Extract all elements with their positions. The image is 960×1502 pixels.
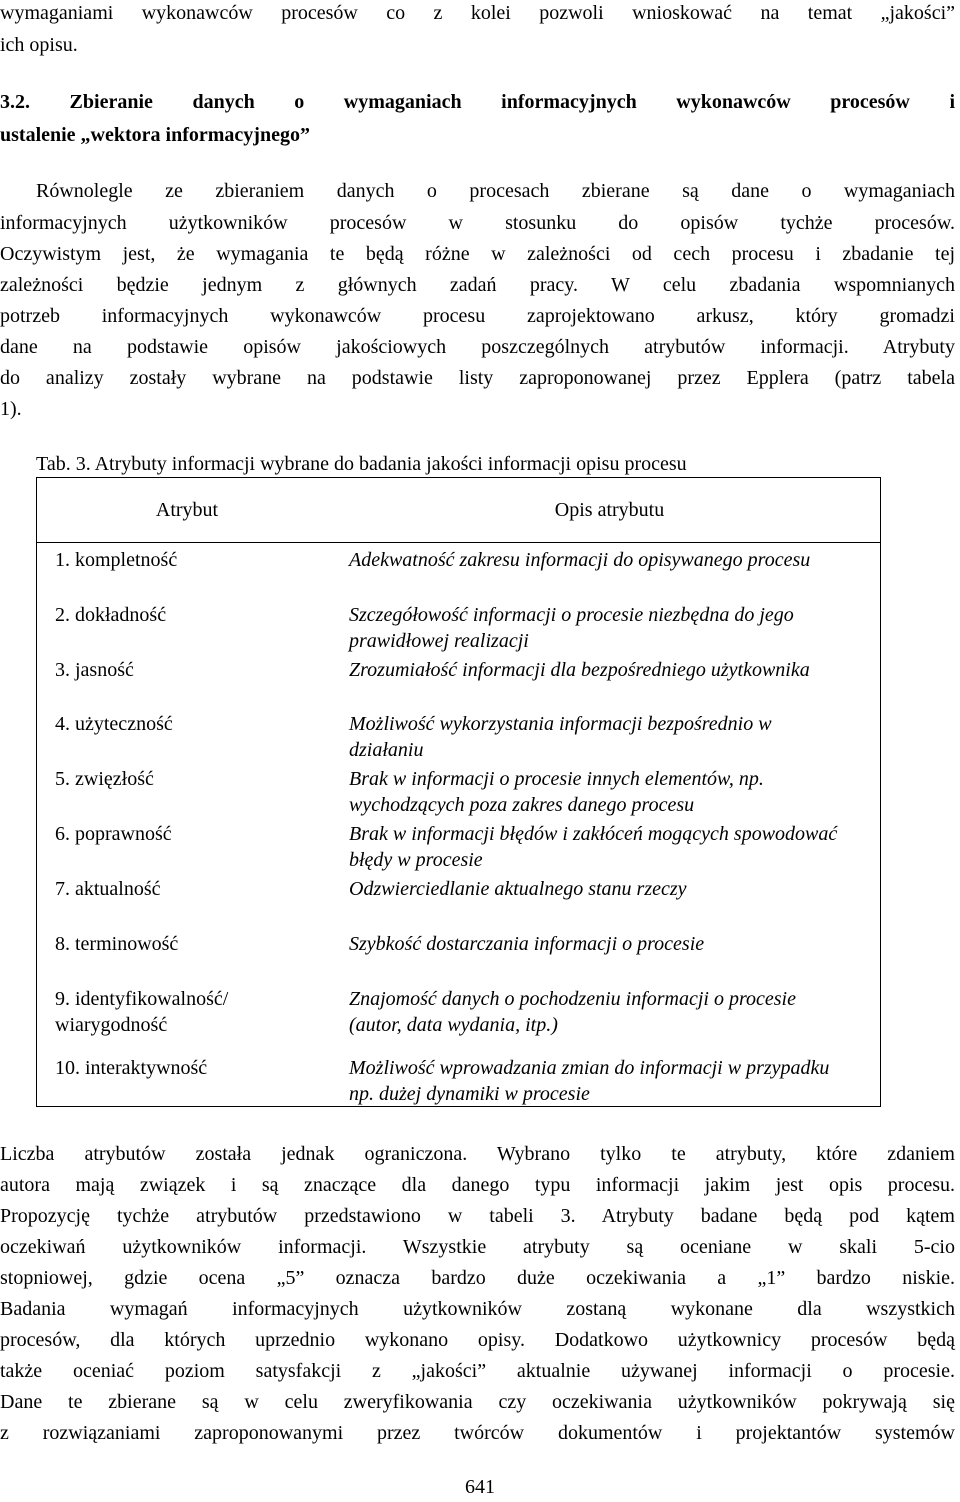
paragraph1-line-2: informacyjnych użytkowników procesów w stosunku do opisów tychże procesów. [0, 212, 955, 234]
attribute-description: Możliwość wprowadzania zmian do informacji w przypadku np. dużej dynamiki w procesie [349, 1057, 830, 1105]
attribute-description: Odzwierciedlanie aktualnego stanu rzeczy [349, 878, 687, 900]
attribute-name: 5. zwięzłość [55, 768, 154, 790]
section-heading-line-2: ustalenie „wektora informacyjnego” [0, 124, 310, 146]
attribute-description: Brak w informacji o procesie innych elementów, np. wychodzących poza zakres danego procesu [349, 768, 764, 816]
paragraph2-line-7: procesów, dla których uprzednio wykonano opisy. Dodatkowo użytkownicy procesów będą [0, 1329, 955, 1351]
table-header-description: Opis atrybutu [554, 498, 665, 521]
paragraph2-line-5: stopniowej, gdzie ocena „5” oznacza bardzo duże oczekiwania a „1” bardzo niskie. [0, 1267, 955, 1289]
paragraph2-line-4: oczekiwań użytkowników informacji. Wszystkie atrybuty są oceniane w skali 5-cio [0, 1236, 955, 1258]
paragraph2-line-8: także oceniać poziom satysfakcji z „jakości” aktualnie używanej informacji o procesie. [0, 1360, 955, 1382]
attribute-name: 9. identyfikowalność/ wiarygodność [55, 988, 229, 1036]
paragraph2-line-10: z rozwiązaniami zaproponowanymi przez twórców dokumentów i projektantów systemów [0, 1422, 955, 1444]
attribute-description: Adekwatność zakresu informacji do opisywanego procesu [349, 549, 811, 571]
attribute-name: 3. jasność [55, 659, 134, 681]
attribute-description: Możliwość wykorzystania informacji bezpośrednio w działaniu [349, 713, 772, 761]
attribute-description: Brak w informacji błędów i zakłóceń mogących spowodować błędy w procesie [349, 823, 838, 871]
paragraph1-line-3: Oczywistym jest, że wymagania te będą różne w zależności od cech procesu i zbadanie tej [0, 243, 955, 265]
paragraph1-line-4: zależności będzie jednym z głównych zadań pracy. W celu zbadania wspomnianych [0, 274, 955, 296]
paragraph1-line-8: 1). [0, 398, 22, 420]
paragraph2-line-9: Dane te zbierane są w celu zweryfikowania czy oczekiwania użytkowników pokrywają się [0, 1391, 955, 1413]
attribute-name: 2. dokładność [55, 604, 167, 626]
attribute-name: 4. użyteczność [55, 713, 173, 735]
paragraph1-line-7: do analizy zostały wybrane na podstawie listy zaproponowanej przez Epplera (patrz tabela [0, 367, 955, 389]
paragraph1-line-1: Równolegle ze zbieraniem danych o procesach zbierane są dane o wymaganiach [36, 180, 955, 202]
attribute-name: 8. terminowość [55, 933, 179, 955]
table-header-divider [37, 542, 880, 543]
attribute-description: Szybkość dostarczania informacji o procesie [349, 933, 705, 955]
table-caption: Tab. 3. Atrybuty informacji wybrane do badania jakości informacji opisu procesu [36, 453, 687, 475]
attribute-name: 1. kompletność [55, 549, 178, 571]
table-header-attribute: Atrybut [155, 498, 219, 521]
paragraph1-line-6: dane na podstawie opisów jakościowych poszczególnych atrybutów informacji. Atrybuty [0, 336, 955, 358]
attribute-description: Zrozumiałość informacji dla bezpośredniego użytkownika [349, 659, 810, 681]
paragraph2-line-1: Liczba atrybutów została jednak ograniczona. Wybrano tylko te atrybuty, które zdaniem [0, 1143, 955, 1165]
attributes-table [36, 477, 881, 1107]
attribute-name: 6. poprawność [55, 823, 172, 845]
paragraph2-line-3: Propozycję tychże atrybutów przedstawiono w tabeli 3. Atrybuty badane będą pod kątem [0, 1205, 955, 1227]
intro-line-1: wymaganiami wykonawców procesów co z kolei pozwoli wnioskować na temat „jakości” [0, 2, 955, 24]
paragraph1-line-5: potrzeb informacyjnych wykonawców procesu zaprojektowano arkusz, który gromadzi [0, 305, 955, 327]
attribute-description: Znajomość danych o pochodzeniu informacji o procesie (autor, data wydania, itp.) [349, 988, 796, 1036]
page-number: 641 [465, 1476, 495, 1498]
section-heading-line-1: 3.2. Zbieranie danych o wymaganiach informacyjnych wykonawców procesów i [0, 91, 955, 113]
attribute-name: 7. aktualność [55, 878, 161, 900]
paragraph2-line-6: Badania wymagań informacyjnych użytkowników zostaną wykonane dla wszystkich [0, 1298, 955, 1320]
attribute-description: Szczegółowość informacji o procesie niezbędna do jego prawidłowej realizacji [349, 604, 794, 652]
intro-line-2: ich opisu. [0, 34, 78, 56]
paragraph2-line-2: autora mają związek i są znaczące dla danego typu informacji jakim jest opis procesu. [0, 1174, 955, 1196]
attribute-name: 10. interaktywność [55, 1057, 208, 1079]
